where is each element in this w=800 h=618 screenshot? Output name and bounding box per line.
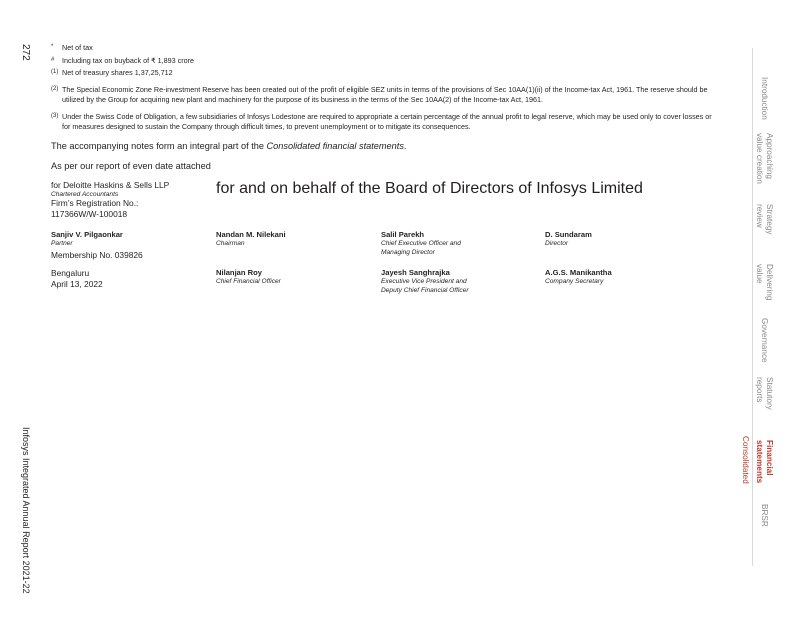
signatory-name: Sanjiv V. Pilgaonkar — [51, 229, 123, 239]
signatory-role: Managing Director — [381, 248, 435, 256]
signatory-name: Nilanjan Roy — [216, 267, 262, 277]
signatory-role: Deputy Chief Financial Officer — [381, 286, 469, 294]
nav-label: reports — [755, 377, 764, 403]
signatory-role: Director — [545, 239, 569, 247]
nav-label: Consolidated — [741, 436, 750, 484]
place-date — [51, 268, 103, 290]
nav-strategy-review[interactable] — [754, 204, 774, 235]
footnote — [51, 85, 721, 106]
nav-label: value creation — [755, 133, 764, 184]
footnote — [51, 56, 721, 67]
partner-signatory — [51, 230, 143, 260]
nav-statutory-reports[interactable] — [754, 377, 774, 410]
auditor-firm-type: Chartered Accountants — [51, 190, 119, 198]
nav-label: Delivering — [765, 264, 774, 301]
auditor-firm: for Deloitte Haskins & Sells LLP — [51, 179, 170, 190]
signatory-role: Executive Vice President and — [381, 277, 467, 285]
signatory — [381, 268, 469, 295]
footnote-mark: (1) — [51, 69, 59, 75]
signatory — [545, 230, 592, 248]
signing-date: April 13, 2022 — [51, 278, 103, 289]
statement-italic: Consolidated financial statements — [266, 140, 404, 151]
accompanying-notes-statement — [51, 140, 721, 152]
membership-number: Membership No. 039826 — [51, 249, 143, 260]
signatory-name: A.G.S. Manikantha — [545, 267, 612, 277]
footnote-mark: (2) — [51, 85, 59, 92]
signatory-role: Partner — [51, 239, 73, 247]
signatory — [216, 230, 286, 248]
signatory-role: Company Secretary — [545, 277, 604, 285]
report-attached-line: As per our report of even date attached — [51, 160, 211, 171]
signatory-name: D. Sundaram — [545, 229, 592, 239]
signatory-name: Salil Parekh — [381, 229, 425, 239]
footnote-text: Including tax on buyback of ₹ 1,893 crore — [62, 55, 195, 65]
registration-label: Firm’s Registration No.: — [51, 197, 139, 208]
footnote-mark: * — [51, 44, 54, 50]
nav-delivering-value[interactable] — [754, 264, 774, 300]
nav-label: value — [755, 264, 764, 284]
signatory-role: Chairman — [216, 239, 245, 247]
signing-place: Bengaluru — [51, 267, 90, 278]
signature-block — [51, 180, 721, 310]
nav-consolidated[interactable] — [740, 436, 750, 484]
footnote — [51, 43, 721, 54]
footnote-text: The Special Economic Zone Re-investment Reserve has been created out of the profit of eligible SEZ units in terms of the provisions of Sec 10AA(1)(ii) of the Income-tax Act, 1961. The reserve should be utilized by the Group for acquiring new plant and machinery for the purpose of its business in the terms of the Sec 10AA(2) of the Income-tax Act, 1961. — [62, 84, 708, 104]
section-side-nav — [738, 48, 800, 568]
signatory-role: Chief Executive Officer and — [381, 239, 461, 247]
nav-label: BRSR — [760, 504, 769, 527]
signatory-role: Chief Financial Officer — [216, 277, 281, 285]
footnote-text: Under the Swiss Code of Obligation, a few subsidiaries of Infosys Lodestone are required to appropriate a certain percentage of the annual profit to legal reserve, which may be used only to cover losses or for measures designed to sustain the Company through difficult times, to prevent unemployment or to mitigate its consequences. — [62, 111, 712, 131]
nav-governance[interactable] — [759, 318, 769, 363]
footnote — [51, 112, 721, 133]
nav-label: Strategy — [765, 204, 774, 235]
footnote-text: Net of treasury shares 1,37,25,712 — [62, 68, 173, 77]
nav-introduction[interactable] — [759, 77, 769, 120]
footnote-mark: # — [51, 56, 55, 63]
nav-approaching-value-creation[interactable] — [754, 133, 774, 184]
nav-label: Statutory — [765, 377, 774, 410]
nav-label: Financial — [765, 440, 774, 476]
auditor-column — [51, 180, 169, 220]
left-margin — [0, 0, 48, 618]
signatory — [545, 268, 612, 286]
nav-label: statements — [755, 440, 764, 484]
nav-label: Governance — [760, 318, 769, 363]
footnote — [51, 68, 721, 79]
registration-number: 117366W/W-100018 — [51, 208, 128, 219]
signatory — [381, 230, 461, 257]
signatory-name: Jayesh Sanghrajka — [381, 267, 450, 277]
report-name: Infosys Integrated Annual Report 2021-22 — [21, 427, 31, 594]
signatory-name: Nandan M. Nilekani — [216, 229, 286, 239]
document-content — [51, 43, 721, 310]
signatory — [216, 268, 281, 286]
nav-financial-statements[interactable] — [754, 440, 774, 483]
statement-suffix: . — [403, 140, 407, 151]
footnote-mark: (3) — [51, 112, 59, 119]
statement-prefix: The accompanying notes form an integral part of the — [51, 140, 267, 151]
nav-label: review — [755, 204, 764, 228]
footnote-text: Net of tax — [62, 43, 93, 52]
nav-brsr[interactable] — [759, 504, 769, 527]
nav-label: Introduction — [760, 77, 769, 120]
board-heading: for and on behalf of the Board of Directors of Infosys Limited — [216, 179, 643, 197]
page-number: 272 — [20, 44, 31, 61]
nav-label: Approaching — [765, 133, 774, 179]
